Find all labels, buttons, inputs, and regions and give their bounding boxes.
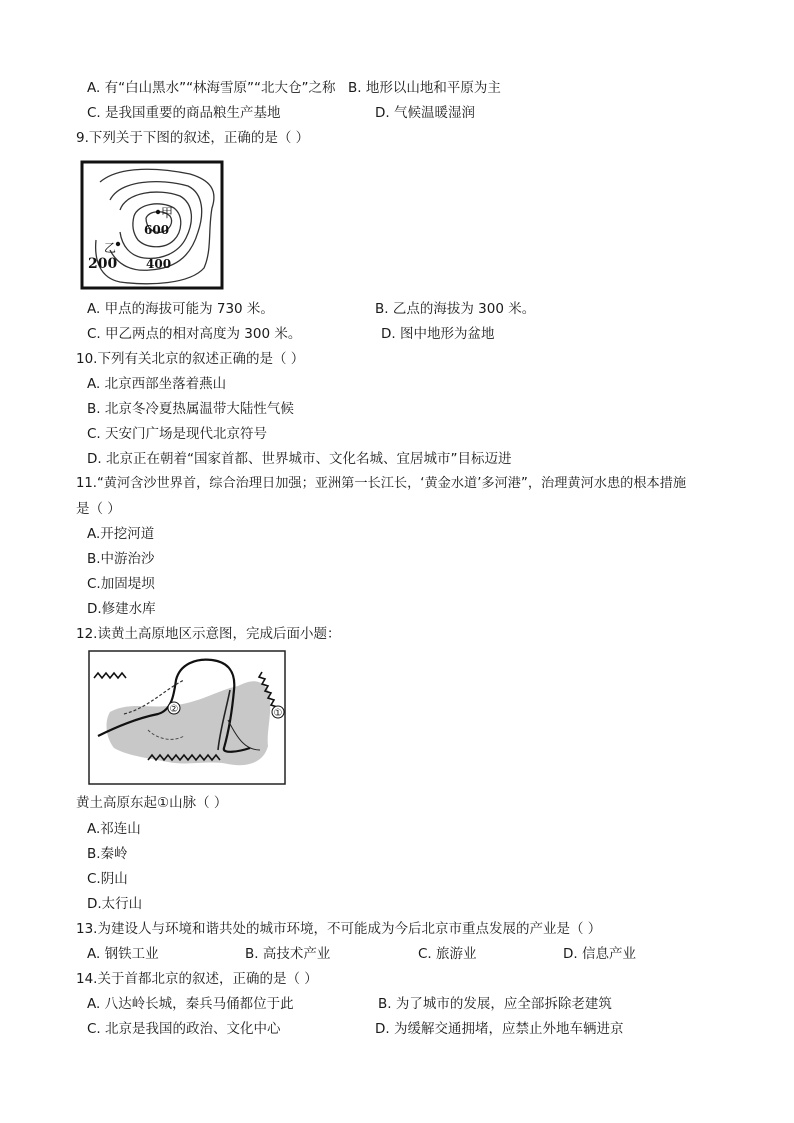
q14-option-d: D. 为缓解交通拥堵，应禁止外地车辆进京 xyxy=(375,1021,624,1037)
q13-option-d: D. 信息产业 xyxy=(563,946,636,962)
q14-stem: 14.关于首都北京的叙述，正确的是（ ） xyxy=(76,971,318,987)
q13-option-b: B. 高技术产业 xyxy=(245,946,331,962)
q10-option-b: B. 北京冬冷夏热属温带大陆性气候 xyxy=(87,401,294,417)
point-yi-marker xyxy=(116,242,120,246)
q8-option-d: D. 气候温暖湿润 xyxy=(375,105,475,121)
q11-stem-line2: 是（ ） xyxy=(76,501,121,517)
q10-option-c: C. 天安门广场是现代北京符号 xyxy=(87,426,268,442)
q11-option-c: C.加固堤坝 xyxy=(87,576,155,592)
q11-stem-line1: 11.“黄河含沙世界首，综合治理日加强；亚洲第一长江长，‘黄金水道’多河港”，治理黄河水患的根本措施 xyxy=(76,476,687,491)
label-yi: 乙 xyxy=(104,241,117,255)
q10-stem: 10.下列有关北京的叙述正确的是（ ） xyxy=(76,351,305,367)
q11-option-a: A.开挖河道 xyxy=(87,526,155,542)
q12-option-a: A.祁连山 xyxy=(87,821,141,837)
q9-option-d: D. 图中地形为盆地 xyxy=(381,326,495,342)
q14-option-c: C. 北京是我国的政治、文化中心 xyxy=(87,1021,281,1037)
loess-plateau-map-figure xyxy=(88,650,286,785)
q8-option-a: A. 有“白山黑水”“林海雪原”“北大仓”之称 xyxy=(87,80,336,96)
q12-option-b: B.秦岭 xyxy=(87,846,128,862)
q11-option-d: D.修建水库 xyxy=(87,601,156,617)
q14-option-b: B. 为了城市的发展，应全部拆除老建筑 xyxy=(378,996,612,1012)
label-marker-1: ① xyxy=(273,708,283,719)
q10-option-a: A. 北京西部坐落着燕山 xyxy=(87,376,227,392)
q13-option-a: A. 钢铁工业 xyxy=(87,946,159,962)
label-marker-2: ② xyxy=(169,704,179,715)
q12-option-c: C.阴山 xyxy=(87,871,128,887)
q13-option-c: C. 旅游业 xyxy=(418,946,477,962)
q11-option-b: B.中游治沙 xyxy=(87,551,155,567)
q8-option-b: B. 地形以山地和平原为主 xyxy=(348,80,501,96)
contour-label-400: 400 xyxy=(146,257,172,271)
point-jia-marker xyxy=(156,210,160,214)
contour-label-200: 200 xyxy=(88,256,118,272)
q13-stem: 13.为建设人与环境和谐共处的城市环境，不可能成为今后北京市重点发展的产业是（ ） xyxy=(76,921,602,937)
q10-option-d: D. 北京正在朝着“国家首都、世界城市、文化名城、宜居城市”目标迈进 xyxy=(87,451,512,467)
q12-stem: 12.读黄土高原地区示意图，完成后面小题： xyxy=(76,626,341,642)
q12-sub-stem: 黄土高原东起①山脉（ ） xyxy=(76,795,228,811)
q9-option-c: C. 甲乙两点的相对高度为 300 米。 xyxy=(87,326,302,342)
contour-label-600: 600 xyxy=(144,223,170,237)
q9-option-b: B. 乙点的海拔为 300 米。 xyxy=(375,301,536,317)
label-jia: 甲 xyxy=(161,206,174,220)
q14-option-a: A. 八达岭长城，秦兵马俑都位于此 xyxy=(87,996,294,1012)
contour-map-figure xyxy=(80,160,224,290)
q9-option-a: A. 甲点的海拔可能为 730 米。 xyxy=(87,301,274,317)
q9-stem: 9.下列关于下图的叙述，正确的是（ ） xyxy=(76,130,310,146)
q12-option-d: D.太行山 xyxy=(87,896,143,912)
q8-option-c: C. 是我国重要的商品粮生产基地 xyxy=(87,105,281,121)
